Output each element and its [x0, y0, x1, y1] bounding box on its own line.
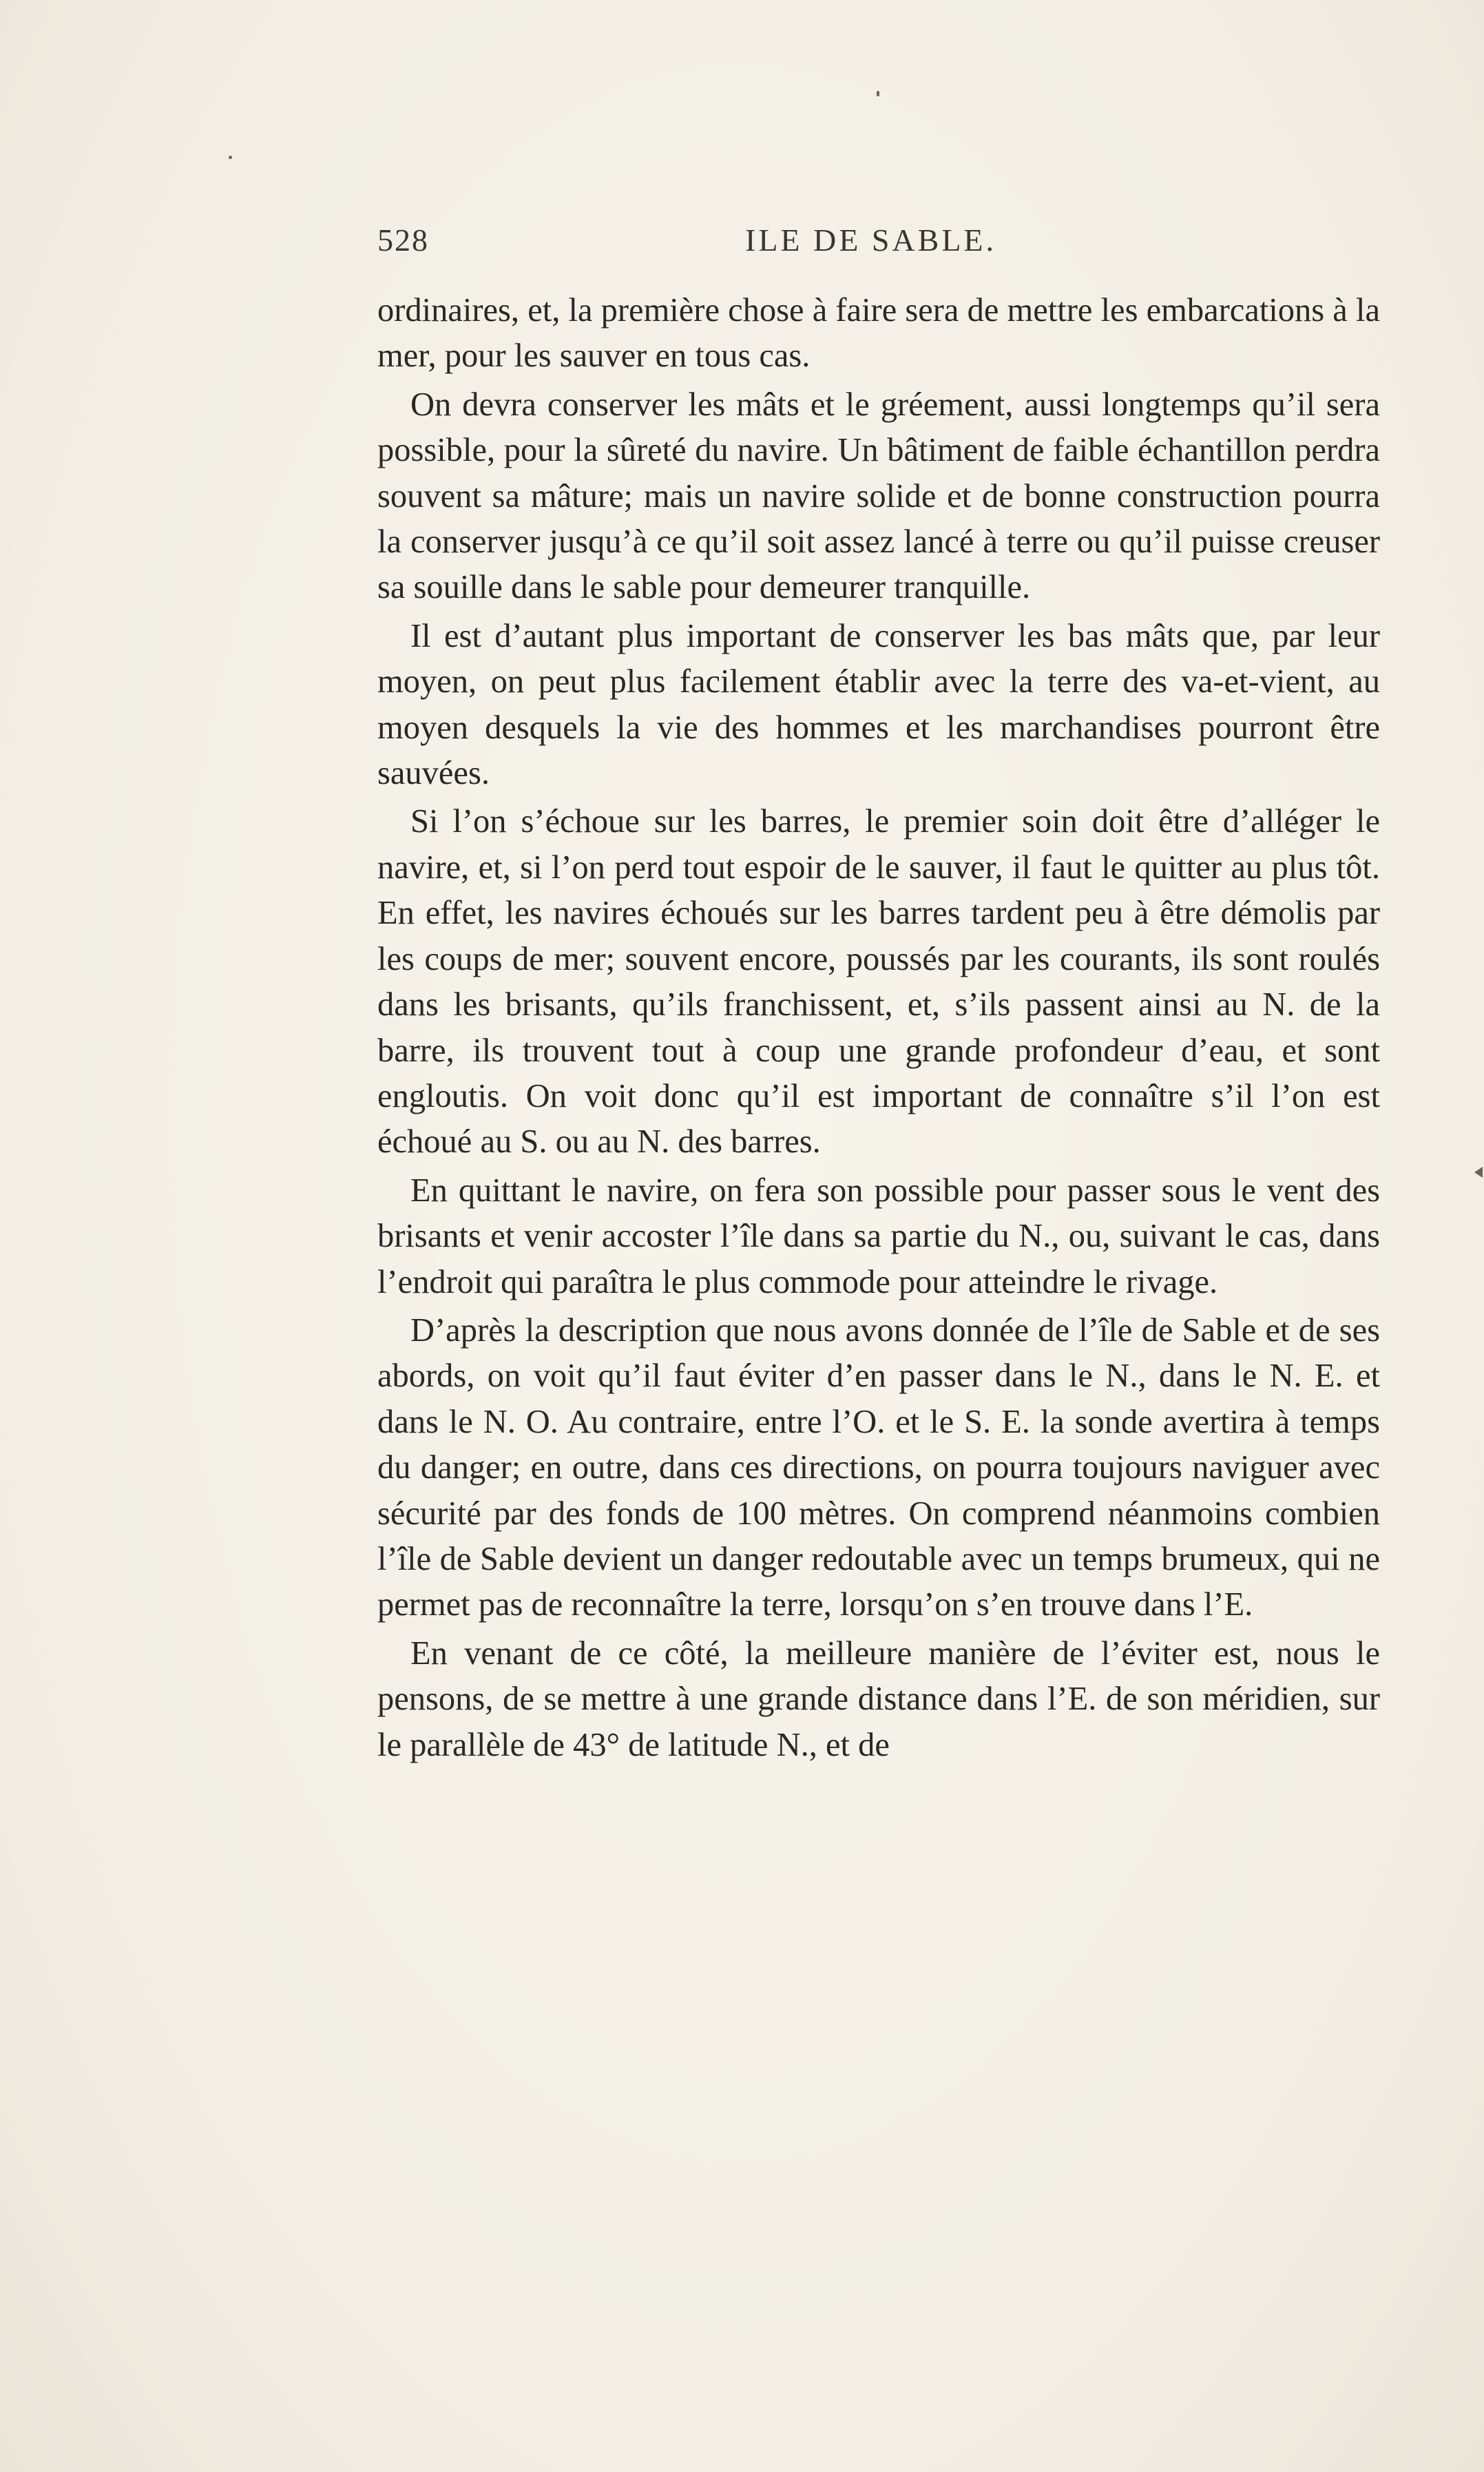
- page-number: 528: [377, 222, 429, 258]
- running-title: ILE DE SABLE.: [745, 222, 997, 258]
- paragraph: Il est d’autant plus important de conserver les bas mâts que, par leur moyen, on peut plus facilement établir avec la terre des va-et-vient, au moyen desquels la vie des hommes et les marchandises pourront être sauvées.: [377, 617, 1380, 792]
- speck-mark: [877, 91, 879, 96]
- paragraph: Si l’on s’échoue sur les barres, le premier soin doit être d’alléger le navire, et, si l’on perd tout espoir de le sauver, il faut le quitter au plus tôt. En effet, les navires échoués sur les barres tardent peu à être démolis par les coups de mer; souvent encore, poussés par les courants, ils sont roulés dans les brisants, qu’ils franchissent, et, s’ils passent ainsi au N. de la barre, ils trouvent tout à coup une grande profondeur d’eau, et sont engloutis. On voit donc qu’il est important de connaître s’il l’on est échoué au S. ou au N. des barres.: [377, 803, 1380, 1161]
- running-header: [377, 222, 1380, 263]
- paragraph: D’après la description que nous avons donnée de l’île de Sable et de ses abords, on voit qu’il faut éviter d’en passer dans le N., dans le N. E. et dans le N. O. Au contraire, entre l’O. et le S. E. la sonde avertira à temps du danger; en outre, dans ces directions, on pourra toujours naviguer avec sécurité par des fonds de 100 mètres. On comprend néanmoins combien l’île de Sable devient un danger redoutable avec un temps brumeux, qui ne permet pas de reconnaître la terre, lorsqu’on s’en trouve dans l’E.: [377, 1311, 1380, 1623]
- speck-mark: [229, 156, 232, 159]
- paragraph: En quittant le navire, on fera son possible pour passer sous le vent des brisants et venir accoster l’île dans sa partie du N., ou, suivant le cas, dans l’endroit qui paraîtra le plus commode pour atteindre le rivage.: [377, 1172, 1380, 1300]
- paragraph: En venant de ce côté, la meilleure manière de l’éviter est, nous le pensons, de se mettre à une grande distance dans l’E. de son méridien, sur le parallèle de 43° de latitude N., et de: [377, 1634, 1380, 1763]
- paragraph: On devra conserver les mâts et le gréement, aussi longtemps qu’il sera possible, pour la sûreté du navire. Un bâtiment de faible échantillon perdra souvent sa mâture; mais un navire solide et de bonne construction pourra la conserver jusqu’à ce qu’il soit assez lancé à terre ou qu’il puisse creuser sa souille dans le sable pour demeurer tranquille.: [377, 386, 1380, 606]
- edge-mark: [1474, 1167, 1483, 1178]
- paragraph: ordinaires, et, la première chose à faire sera de mettre les embarcations à la mer, pour les sauver en tous cas.: [377, 292, 1380, 375]
- body-text: [377, 288, 1380, 1768]
